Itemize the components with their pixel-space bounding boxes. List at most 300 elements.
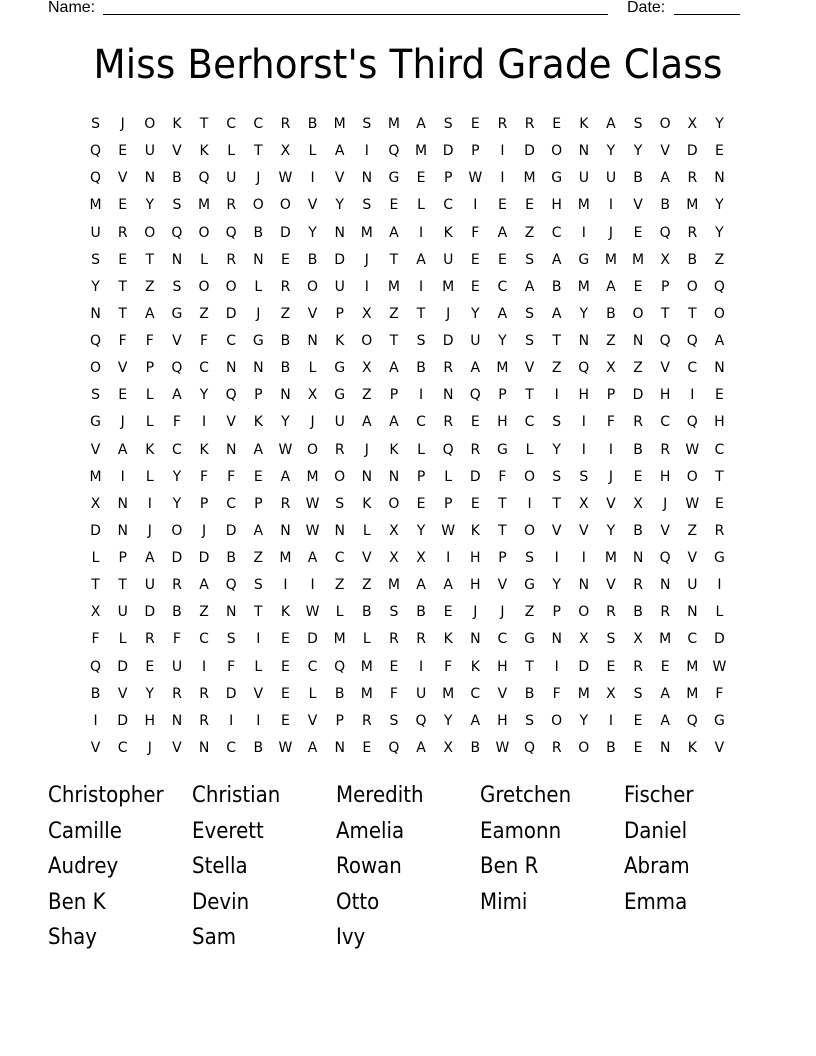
grid-cell[interactable]: I	[147, 495, 152, 512]
grid-cell[interactable]: R	[443, 414, 454, 431]
grid-cell[interactable]: L	[200, 251, 208, 268]
grid-cell[interactable]: S	[172, 278, 182, 295]
grid-cell[interactable]: R	[144, 631, 155, 648]
grid-cell[interactable]: B	[551, 278, 562, 295]
grid-cell[interactable]: J	[256, 305, 261, 322]
grid-cell[interactable]: N	[388, 468, 400, 485]
grid-cell[interactable]: Q	[225, 224, 237, 241]
grid-cell[interactable]: D	[171, 550, 183, 566]
grid-cell[interactable]: D	[307, 631, 318, 648]
grid-cell[interactable]: Z	[633, 360, 643, 377]
grid-cell[interactable]: M	[360, 685, 373, 702]
grid-cell[interactable]: I	[256, 712, 261, 729]
grid-cell[interactable]: K	[199, 143, 209, 160]
grid-cell[interactable]: T	[688, 305, 697, 322]
grid-cell[interactable]: V	[172, 739, 182, 756]
grid-cell[interactable]: T	[416, 305, 426, 322]
grid-cell[interactable]: C	[470, 685, 481, 702]
grid-cell[interactable]: L	[335, 604, 344, 621]
grid-cell[interactable]: V	[117, 170, 128, 187]
grid-cell[interactable]: E	[715, 143, 724, 160]
grid-cell[interactable]: O	[578, 604, 590, 621]
grid-cell[interactable]: T	[91, 577, 100, 594]
grid-cell[interactable]: Y	[416, 522, 426, 539]
grid-cell[interactable]: P	[606, 387, 616, 404]
grid-cell[interactable]: S	[91, 251, 100, 268]
grid-cell[interactable]: M	[442, 278, 455, 295]
grid-cell[interactable]: S	[633, 116, 643, 132]
grid-cell[interactable]: B	[253, 739, 264, 756]
grid-cell[interactable]: A	[606, 278, 616, 295]
grid-cell[interactable]: K	[172, 116, 182, 132]
grid-cell[interactable]: E	[145, 658, 155, 675]
grid-cell[interactable]: N	[361, 170, 373, 187]
grid-cell[interactable]: E	[416, 495, 426, 512]
grid-cell[interactable]: P	[254, 387, 263, 404]
grid-cell[interactable]: O	[198, 278, 210, 295]
grid-cell[interactable]: H	[497, 658, 508, 675]
grid-cell[interactable]: Q	[198, 170, 210, 187]
grid-cell[interactable]: Q	[415, 712, 427, 729]
grid-cell[interactable]: E	[281, 251, 290, 268]
grid-cell[interactable]: N	[659, 739, 671, 756]
grid-cell[interactable]: N	[442, 387, 454, 404]
grid-cell[interactable]: L	[308, 685, 317, 702]
grid-cell[interactable]: C	[199, 360, 209, 377]
grid-cell[interactable]: D	[280, 224, 291, 241]
grid-cell[interactable]: N	[334, 224, 345, 241]
grid-cell[interactable]: A	[470, 360, 481, 377]
grid-cell[interactable]: J	[663, 495, 668, 512]
grid-cell[interactable]: O	[632, 305, 644, 322]
grid-cell[interactable]: F	[200, 333, 209, 349]
grid-cell[interactable]: Q	[334, 658, 346, 675]
grid-cell[interactable]: B	[334, 685, 345, 702]
grid-cell[interactable]: E	[281, 658, 290, 675]
grid-cell[interactable]: P	[389, 387, 399, 404]
grid-cell[interactable]: T	[498, 522, 507, 539]
grid-cell[interactable]: E	[552, 116, 562, 132]
grid-cell[interactable]: Y	[172, 495, 182, 512]
grid-cell[interactable]: C	[551, 224, 562, 241]
grid-cell[interactable]: U	[415, 685, 427, 702]
grid-cell[interactable]: P	[443, 170, 453, 187]
grid-cell[interactable]: H	[659, 468, 671, 485]
grid-cell[interactable]: M	[89, 468, 102, 485]
grid-cell[interactable]: V	[687, 550, 698, 566]
grid-cell[interactable]: S	[552, 414, 562, 431]
grid-cell[interactable]: D	[442, 143, 454, 160]
grid-cell[interactable]: Z	[280, 305, 291, 322]
grid-cell[interactable]: K	[253, 414, 263, 431]
grid-cell[interactable]: I	[418, 278, 424, 295]
grid-cell[interactable]: G	[714, 712, 725, 729]
grid-cell[interactable]: F	[200, 468, 209, 485]
grid-cell[interactable]: A	[660, 685, 670, 702]
grid-cell[interactable]: D	[117, 658, 129, 675]
grid-cell[interactable]: I	[500, 143, 505, 160]
grid-cell[interactable]: R	[416, 631, 426, 648]
grid-cell[interactable]: B	[660, 197, 670, 214]
grid-cell[interactable]: E	[525, 197, 534, 214]
grid-cell[interactable]: M	[604, 550, 617, 566]
grid-cell[interactable]: R	[660, 441, 671, 458]
grid-cell[interactable]: A	[199, 577, 209, 594]
grid-cell[interactable]: E	[281, 685, 290, 702]
grid-cell[interactable]: E	[362, 739, 372, 756]
grid-cell[interactable]: Z	[199, 604, 209, 621]
grid-cell[interactable]: M	[415, 143, 428, 160]
grid-cell[interactable]: H	[470, 577, 481, 594]
grid-cell[interactable]: K	[579, 116, 589, 132]
grid-cell[interactable]: Q	[524, 739, 536, 756]
grid-cell[interactable]: F	[227, 468, 236, 485]
grid-cell[interactable]: E	[470, 251, 480, 268]
grid-cell[interactable]: Q	[90, 170, 102, 187]
grid-cell[interactable]: V	[714, 739, 725, 756]
grid-cell[interactable]: Q	[171, 224, 183, 241]
grid-cell[interactable]: K	[687, 739, 697, 756]
grid-cell[interactable]: K	[470, 658, 480, 675]
grid-cell[interactable]: X	[90, 495, 101, 512]
grid-cell[interactable]: O	[686, 278, 698, 295]
grid-cell[interactable]: A	[551, 305, 562, 322]
grid-cell[interactable]: J	[500, 604, 505, 621]
grid-cell[interactable]: L	[145, 387, 154, 404]
grid-cell[interactable]: B	[172, 604, 182, 621]
grid-cell[interactable]: I	[581, 441, 586, 458]
grid-cell[interactable]: R	[606, 604, 616, 621]
grid-cell[interactable]: M	[604, 251, 617, 268]
grid-cell[interactable]: N	[470, 631, 481, 648]
grid-cell[interactable]: N	[659, 577, 671, 594]
grid-cell[interactable]: E	[281, 712, 290, 729]
grid-cell[interactable]: Q	[713, 278, 725, 295]
grid-cell[interactable]: I	[256, 631, 261, 648]
grid-cell[interactable]: A	[145, 550, 155, 566]
grid-cell[interactable]: O	[252, 197, 264, 214]
grid-cell[interactable]: P	[471, 143, 480, 160]
grid-cell[interactable]: L	[145, 468, 154, 485]
grid-cell[interactable]: S	[606, 631, 616, 648]
grid-cell[interactable]: J	[201, 522, 207, 539]
grid-cell[interactable]: H	[551, 197, 562, 214]
grid-cell[interactable]: R	[687, 170, 698, 187]
grid-cell[interactable]: I	[554, 550, 559, 566]
grid-cell[interactable]: G	[524, 631, 535, 648]
grid-cell[interactable]: O	[307, 441, 319, 458]
grid-cell[interactable]: B	[362, 604, 372, 621]
grid-cell[interactable]: R	[633, 658, 643, 675]
grid-cell[interactable]: F	[444, 658, 453, 675]
grid-cell[interactable]: C	[687, 360, 698, 377]
grid-cell[interactable]: D	[632, 387, 644, 404]
grid-cell[interactable]: O	[551, 143, 563, 160]
grid-cell[interactable]: W	[441, 522, 456, 539]
grid-cell[interactable]: L	[308, 143, 317, 160]
grid-cell[interactable]: M	[577, 685, 590, 702]
grid-cell[interactable]: T	[389, 251, 399, 268]
name-blank-line[interactable]	[103, 14, 608, 15]
grid-cell[interactable]: S	[253, 577, 263, 594]
grid-cell[interactable]: N	[334, 739, 345, 756]
grid-cell[interactable]: V	[633, 197, 643, 214]
grid-cell[interactable]: F	[227, 658, 236, 675]
grid-cell[interactable]: U	[687, 577, 698, 594]
grid-cell[interactable]: J	[147, 739, 152, 756]
grid-cell[interactable]: P	[552, 604, 561, 621]
grid-cell[interactable]: S	[362, 116, 372, 132]
grid-cell[interactable]: Q	[686, 712, 698, 729]
grid-cell[interactable]: Q	[225, 577, 237, 594]
grid-cell[interactable]: N	[280, 387, 291, 404]
grid-cell[interactable]: S	[362, 197, 372, 214]
grid-cell[interactable]: T	[498, 495, 507, 512]
grid-cell[interactable]: S	[525, 305, 534, 322]
grid-cell[interactable]: N	[280, 522, 291, 539]
grid-cell[interactable]: T	[118, 305, 127, 322]
grid-cell[interactable]: M	[387, 116, 400, 132]
grid-cell[interactable]: R	[334, 441, 345, 458]
grid-cell[interactable]: D	[225, 305, 237, 322]
grid-cell[interactable]: Q	[686, 333, 698, 349]
grid-cell[interactable]: M	[387, 577, 400, 594]
grid-cell[interactable]: R	[633, 414, 643, 431]
grid-cell[interactable]: N	[361, 468, 373, 485]
grid-cell[interactable]: V	[90, 739, 101, 756]
grid-cell[interactable]: F	[172, 631, 181, 648]
grid-cell[interactable]: G	[714, 550, 725, 566]
grid-cell[interactable]: A	[389, 224, 399, 241]
grid-cell[interactable]: V	[497, 685, 508, 702]
grid-cell[interactable]: N	[714, 170, 725, 187]
grid-cell[interactable]: B	[633, 604, 643, 621]
grid-cell[interactable]: B	[606, 739, 616, 756]
grid-cell[interactable]: J	[120, 116, 125, 132]
grid-cell[interactable]: S	[91, 387, 100, 404]
grid-cell[interactable]: M	[686, 685, 699, 702]
grid-cell[interactable]: R	[172, 577, 182, 594]
grid-cell[interactable]: E	[633, 739, 643, 756]
grid-cell[interactable]: R	[551, 739, 562, 756]
grid-cell[interactable]: E	[389, 197, 399, 214]
grid-cell[interactable]: Q	[90, 658, 102, 675]
grid-cell[interactable]: Y	[335, 197, 344, 214]
grid-cell[interactable]: S	[633, 685, 643, 702]
grid-cell[interactable]: C	[253, 116, 264, 132]
grid-cell[interactable]: S	[416, 333, 426, 349]
grid-cell[interactable]: L	[715, 604, 724, 621]
grid-cell[interactable]: U	[605, 170, 617, 187]
grid-cell[interactable]: B	[280, 333, 291, 349]
grid-cell[interactable]: R	[687, 224, 698, 241]
grid-cell[interactable]: J	[364, 251, 369, 268]
grid-cell[interactable]: E	[660, 658, 670, 675]
grid-cell[interactable]: I	[201, 658, 207, 675]
grid-cell[interactable]: N	[551, 631, 562, 648]
grid-cell[interactable]: D	[334, 251, 346, 268]
grid-cell[interactable]: Y	[606, 143, 616, 160]
grid-cell[interactable]: E	[118, 387, 128, 404]
grid-cell[interactable]: M	[306, 468, 319, 485]
grid-cell[interactable]: G	[334, 387, 346, 404]
grid-cell[interactable]: O	[307, 278, 319, 295]
grid-cell[interactable]: F	[715, 685, 724, 702]
grid-cell[interactable]: C	[443, 197, 454, 214]
grid-cell[interactable]: D	[117, 712, 129, 729]
grid-cell[interactable]: F	[91, 631, 100, 648]
grid-cell[interactable]: J	[310, 414, 315, 431]
grid-cell[interactable]: O	[279, 197, 291, 214]
grid-cell[interactable]: W	[468, 170, 483, 187]
grid-cell[interactable]: Y	[91, 278, 100, 295]
grid-cell[interactable]: A	[660, 712, 670, 729]
grid-cell[interactable]: I	[581, 224, 586, 241]
grid-cell[interactable]: Q	[659, 224, 671, 241]
grid-cell[interactable]: F	[145, 333, 154, 349]
grid-cell[interactable]: E	[118, 197, 128, 214]
grid-cell[interactable]: F	[389, 685, 398, 702]
grid-cell[interactable]: I	[310, 577, 315, 594]
grid-cell[interactable]: A	[416, 116, 426, 132]
grid-cell[interactable]: R	[280, 495, 291, 512]
grid-cell[interactable]: C	[117, 739, 128, 756]
grid-cell[interactable]: F	[118, 333, 127, 349]
grid-cell[interactable]: A	[416, 577, 426, 594]
grid-cell[interactable]: Q	[578, 360, 590, 377]
grid-cell[interactable]: C	[497, 631, 508, 648]
grid-cell[interactable]: A	[307, 550, 318, 566]
grid-cell[interactable]: E	[253, 468, 263, 485]
grid-cell[interactable]: E	[498, 197, 507, 214]
grid-cell[interactable]: X	[307, 387, 318, 404]
grid-cell[interactable]: T	[389, 333, 399, 349]
grid-cell[interactable]: G	[578, 251, 590, 268]
grid-cell[interactable]: Y	[606, 522, 616, 539]
grid-cell[interactable]: R	[714, 522, 725, 539]
grid-cell[interactable]: S	[525, 333, 534, 349]
grid-cell[interactable]: D	[442, 333, 454, 349]
grid-cell[interactable]: V	[579, 522, 589, 539]
grid-cell[interactable]: W	[685, 495, 700, 512]
grid-cell[interactable]: J	[446, 305, 451, 322]
grid-cell[interactable]: I	[93, 712, 98, 729]
grid-cell[interactable]: O	[198, 224, 210, 241]
grid-cell[interactable]: I	[690, 387, 695, 404]
grid-cell[interactable]: Y	[715, 197, 724, 214]
grid-cell[interactable]: C	[497, 278, 508, 295]
grid-cell[interactable]: V	[307, 305, 318, 322]
grid-cell[interactable]: B	[687, 251, 698, 268]
grid-cell[interactable]: K	[199, 441, 209, 458]
grid-cell[interactable]: K	[145, 441, 155, 458]
grid-cell[interactable]: L	[254, 658, 263, 675]
grid-cell[interactable]: L	[417, 197, 425, 214]
grid-cell[interactable]: D	[225, 685, 237, 702]
grid-cell[interactable]: P	[335, 712, 344, 729]
grid-cell[interactable]: Z	[362, 387, 372, 404]
grid-cell[interactable]: I	[446, 550, 451, 566]
grid-cell[interactable]: I	[717, 577, 722, 594]
grid-cell[interactable]: C	[172, 441, 182, 458]
grid-cell[interactable]: V	[606, 577, 616, 594]
grid-cell[interactable]: F	[552, 685, 561, 702]
grid-cell[interactable]: V	[307, 197, 318, 214]
grid-cell[interactable]: Q	[686, 414, 698, 431]
grid-cell[interactable]: Y	[552, 441, 561, 458]
grid-cell[interactable]: X	[633, 495, 643, 512]
grid-cell[interactable]: T	[660, 305, 670, 322]
grid-cell[interactable]: D	[469, 468, 481, 485]
grid-cell[interactable]: Y	[172, 468, 182, 485]
grid-cell[interactable]: D	[198, 550, 210, 566]
grid-cell[interactable]: C	[307, 658, 318, 675]
grid-cell[interactable]: S	[91, 116, 100, 132]
grid-cell[interactable]: S	[525, 251, 534, 268]
grid-cell[interactable]: X	[660, 251, 670, 268]
grid-cell[interactable]: Y	[715, 116, 724, 132]
grid-cell[interactable]: A	[145, 305, 155, 322]
grid-cell[interactable]: V	[660, 522, 670, 539]
grid-cell[interactable]: V	[172, 143, 182, 160]
grid-cell[interactable]: A	[280, 468, 291, 485]
grid-cell[interactable]: Y	[498, 333, 507, 349]
grid-cell[interactable]: R	[199, 712, 209, 729]
grid-cell[interactable]: I	[120, 468, 125, 485]
grid-cell[interactable]: B	[226, 550, 236, 566]
grid-cell[interactable]: E	[118, 251, 128, 268]
grid-cell[interactable]: V	[660, 360, 670, 377]
grid-cell[interactable]: F	[471, 224, 480, 241]
grid-cell[interactable]: M	[496, 360, 509, 377]
grid-cell[interactable]: W	[305, 604, 320, 621]
grid-cell[interactable]: A	[470, 712, 481, 729]
grid-cell[interactable]: L	[525, 441, 534, 458]
grid-cell[interactable]: E	[633, 468, 643, 485]
grid-cell[interactable]: W	[495, 739, 510, 756]
grid-cell[interactable]: Y	[471, 305, 480, 322]
grid-cell[interactable]: M	[279, 550, 292, 566]
grid-cell[interactable]: W	[278, 739, 293, 756]
grid-cell[interactable]: N	[117, 495, 128, 512]
grid-cell[interactable]: R	[633, 577, 643, 594]
grid-cell[interactable]: B	[416, 604, 426, 621]
grid-cell[interactable]: E	[606, 658, 616, 675]
grid-cell[interactable]: G	[524, 577, 535, 594]
grid-cell[interactable]: V	[334, 170, 345, 187]
grid-cell[interactable]: J	[256, 170, 261, 187]
grid-cell[interactable]: X	[90, 604, 101, 621]
grid-cell[interactable]: Z	[606, 333, 616, 349]
grid-cell[interactable]: P	[498, 550, 507, 566]
grid-cell[interactable]: I	[229, 712, 234, 729]
grid-cell[interactable]: X	[579, 495, 589, 512]
grid-cell[interactable]: X	[416, 550, 426, 566]
date-blank-line[interactable]	[674, 14, 740, 15]
grid-cell[interactable]: Q	[90, 333, 102, 349]
grid-cell[interactable]: W	[278, 441, 293, 458]
grid-cell[interactable]: I	[201, 414, 207, 431]
grid-cell[interactable]: T	[552, 495, 561, 512]
grid-cell[interactable]: K	[443, 224, 453, 241]
grid-cell[interactable]: R	[361, 712, 372, 729]
grid-cell[interactable]: A	[389, 360, 399, 377]
grid-cell[interactable]: Q	[171, 360, 183, 377]
grid-cell[interactable]: N	[632, 550, 644, 566]
grid-cell[interactable]: O	[686, 468, 698, 485]
grid-cell[interactable]: I	[554, 658, 559, 675]
grid-cell[interactable]: O	[171, 522, 183, 539]
